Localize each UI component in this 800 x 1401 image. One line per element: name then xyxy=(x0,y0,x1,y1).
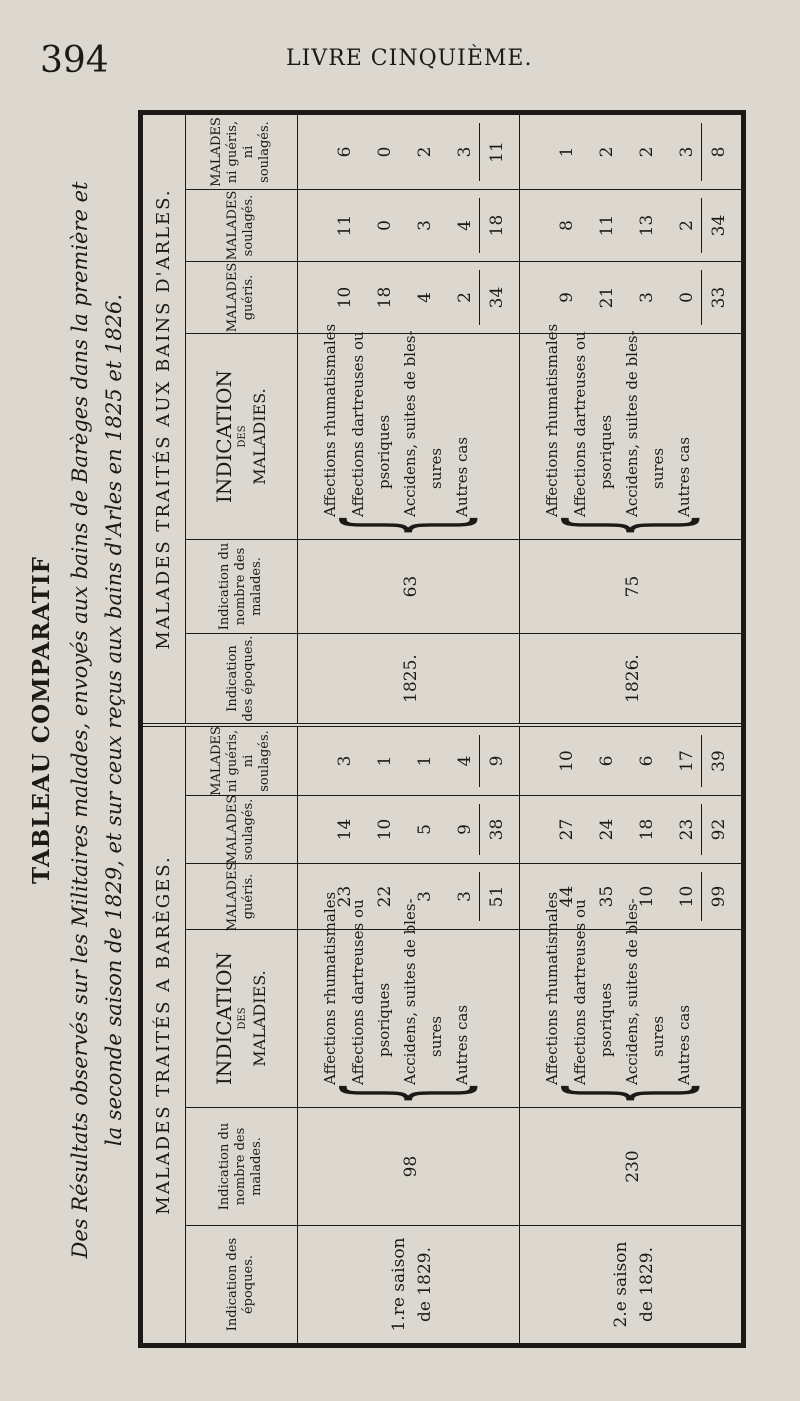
arles-ni-sum-line xyxy=(479,123,480,181)
arles-soulages-value: 2 xyxy=(677,220,697,231)
bareges-soulages-value: 18 xyxy=(637,818,657,841)
arles-ni-value: 3 xyxy=(677,146,697,158)
bareges-soulages-sum-line xyxy=(701,804,702,855)
arles-ni-value: 6 xyxy=(335,146,355,158)
bareges-gueris-sum-line xyxy=(479,872,480,921)
bareges-ni-total: 39 xyxy=(709,750,729,772)
arles-ni-total: 8 xyxy=(709,146,729,158)
bareges-header-des: DES xyxy=(237,1007,249,1030)
bareges-gueris-value: 10 xyxy=(637,885,657,908)
bareges-brace: { xyxy=(537,1081,711,1105)
bareges-ni-value: 10 xyxy=(557,750,577,772)
bareges-gueris-value: 22 xyxy=(375,885,395,908)
bareges-body xyxy=(297,727,741,1343)
arles-disease-label: sures xyxy=(649,447,667,489)
bareges-header-soulages-label: MALADES soulagés. xyxy=(224,794,256,865)
bareges-disease-label: Affections rhumatismales xyxy=(321,891,339,1085)
arles-disease-label: Affections rhumatismales xyxy=(543,323,561,517)
arles-header-gueris-label: MALADES guéris. xyxy=(224,262,256,333)
running-title: LIVRE CINQUIÈME. xyxy=(286,46,533,71)
arles-soulages-sum-line xyxy=(701,198,702,253)
bareges-nombre: 98 xyxy=(401,1155,421,1178)
arles-disease-label: Accidens, suites de bles- xyxy=(623,330,641,517)
bareges-disease-label: Autres cas xyxy=(453,1004,471,1085)
arles-ni-sum-line xyxy=(701,123,702,181)
arles-gueris-value: 21 xyxy=(597,286,617,309)
bareges-soulages-value: 9 xyxy=(455,824,475,835)
arles-ni-value: 3 xyxy=(455,146,475,158)
comparative-table xyxy=(138,110,746,1348)
arles-header-ni xyxy=(185,115,297,189)
bareges-disease-label: Affections rhumatismales xyxy=(543,891,561,1085)
bareges-soulages-value: 14 xyxy=(335,818,355,841)
arles-gueris-value: 10 xyxy=(335,286,355,309)
bareges-gueris-total: 99 xyxy=(709,885,729,908)
caption-line-1: Des Résultats observés sur les Militaires malades, envoyés aux bains de Barèges dans la première et xyxy=(68,181,92,1259)
arles-header-nombre xyxy=(185,539,297,633)
arles-nombre: 75 xyxy=(623,575,643,598)
arles-brace: { xyxy=(537,513,711,537)
bareges-soulages-total: 38 xyxy=(487,818,507,841)
bareges-header-nombre xyxy=(185,1107,297,1225)
bareges-disease-label: psoriques xyxy=(597,982,615,1057)
bareges-gueris-value: 44 xyxy=(557,885,577,908)
bareges-header-epoques xyxy=(185,1225,297,1343)
arles-gueris-value: 9 xyxy=(557,292,577,303)
bareges-gueris-sum-line xyxy=(701,872,702,921)
bareges-epoque-line1: 1.re saison xyxy=(389,1237,409,1332)
bareges-ni-total: 9 xyxy=(487,755,507,767)
arles-soulages-value: 3 xyxy=(415,220,435,231)
caption-line-2: la seconde saison de 1829, et sur ceux reçus aux bains d'Arles en 1825 et 1826. xyxy=(102,293,126,1147)
arles-disease-label: sures xyxy=(427,447,445,489)
bareges-disease-label: sures xyxy=(649,1015,667,1057)
bareges-period-separator xyxy=(519,727,520,1343)
bareges-disease-label: sures xyxy=(427,1015,445,1057)
bareges-header-indication: INDICATION xyxy=(212,951,237,1086)
arles-disease-label: psoriques xyxy=(597,414,615,489)
bareges-header-indication xyxy=(185,929,297,1107)
bareges-header-ni xyxy=(185,727,297,795)
arles-header-epoques xyxy=(185,633,297,723)
bareges-soulages-value: 23 xyxy=(677,818,697,841)
arles-header-row xyxy=(185,115,298,723)
bareges-ni-value: 3 xyxy=(335,755,355,767)
arles-brace: { xyxy=(315,513,489,537)
bareges-soulages-total: 92 xyxy=(709,818,729,841)
rotated-table-block xyxy=(18,90,758,1350)
arles-soulages-value: 0 xyxy=(375,220,395,231)
arles-soulages-total: 18 xyxy=(487,214,507,237)
bareges-gueris-value: 3 xyxy=(415,891,435,902)
arles-soulages-value: 4 xyxy=(455,220,475,231)
arles-gueris-total: 33 xyxy=(709,286,729,309)
bareges-soulages-value: 5 xyxy=(415,824,435,835)
bareges-header-gueris xyxy=(185,861,297,932)
bareges-ni-value: 6 xyxy=(597,755,617,767)
arles-header-gueris xyxy=(185,261,297,333)
arles-header-indication xyxy=(185,333,297,539)
arles-disease-label: Affections dartreuses ou xyxy=(571,331,589,517)
bareges-header-maladies: MALADIES. xyxy=(249,970,269,1067)
arles-gueris-value: 2 xyxy=(455,292,475,303)
bareges-disease-label: Accidens, suites de bles- xyxy=(401,898,419,1085)
caption-title: TABLEAU COMPARATIF xyxy=(28,556,55,884)
arles-header-indication-stack xyxy=(212,370,270,503)
arles-epoque: 1825. xyxy=(401,654,421,703)
bareges-ni-value: 1 xyxy=(375,755,395,767)
arles-header-epoques-label: Indication des époques. xyxy=(224,635,256,722)
arles-soulages-value: 11 xyxy=(597,214,617,237)
arles-header-soulages-label: MALADES soulagés. xyxy=(224,190,256,261)
arles-disease-label: Affections rhumatismales xyxy=(321,323,339,517)
arles-ni-value: 2 xyxy=(637,146,657,158)
arles-disease-label: psoriques xyxy=(375,414,393,489)
bareges-soulages-value: 10 xyxy=(375,818,395,841)
bareges-ni-sum-line xyxy=(701,735,702,787)
bareges-disease-label: Autres cas xyxy=(675,1004,693,1085)
bareges-header-gueris-label: MALADES guéris. xyxy=(224,861,256,932)
arles-epoque: 1826. xyxy=(623,654,643,703)
arles-ni-value: 2 xyxy=(597,146,617,158)
arles-band: MALADES TRAITÉS AUX BAINS D'ARLES. xyxy=(143,115,186,723)
bareges-disease-label: Affections dartreuses ou xyxy=(571,899,589,1085)
arles-header-maladies: MALADIES. xyxy=(249,388,269,485)
bareges-header-nombre-label: Indication du nombre des malades. xyxy=(216,1122,265,1211)
bareges-gueris-value: 23 xyxy=(335,885,355,908)
bareges-ni-value: 4 xyxy=(455,755,475,767)
arles-soulages-value: 11 xyxy=(335,214,355,237)
bareges-gueris-total: 51 xyxy=(487,885,507,908)
arles-soulages-sum-line xyxy=(479,198,480,253)
arles-ni-value: 0 xyxy=(375,146,395,158)
table-caption xyxy=(18,90,136,1350)
arles-gueris-value: 4 xyxy=(415,292,435,303)
arles-gueris-value: 0 xyxy=(677,292,697,303)
bareges-header-soulages xyxy=(185,795,297,863)
bareges-brace: { xyxy=(315,1081,489,1105)
bareges-section xyxy=(143,723,741,1343)
bareges-soulages-value: 24 xyxy=(597,818,617,841)
page-number: 394 xyxy=(40,40,109,81)
arles-section xyxy=(143,115,741,723)
arles-period-separator xyxy=(519,115,520,723)
arles-gueris-total: 34 xyxy=(487,286,507,309)
bareges-ni-sum-line xyxy=(479,735,480,787)
bareges-gueris-value: 10 xyxy=(677,885,697,908)
bareges-header-epoques-label: Indication des époques. xyxy=(224,1237,256,1332)
arles-soulages-value: 13 xyxy=(637,214,657,237)
arles-header-nombre-label: Indication du nombre des malades. xyxy=(216,542,265,631)
bareges-ni-value: 1 xyxy=(415,755,435,767)
bareges-gueris-value: 3 xyxy=(455,891,475,902)
arles-gueris-value: 3 xyxy=(637,292,657,303)
arles-gueris-sum-line xyxy=(479,270,480,325)
bareges-epoque-line2: de 1829. xyxy=(415,1247,435,1323)
bareges-ni-value: 17 xyxy=(677,750,697,772)
bareges-disease-label: Accidens, suites de bles- xyxy=(623,898,641,1085)
bareges-header-ni-label: MALADES ni guéris, ni soulagés. xyxy=(208,726,273,796)
bareges-nombre: 230 xyxy=(623,1150,643,1183)
arles-header-indication: INDICATION xyxy=(212,369,237,504)
bareges-band: MALADES TRAITÉS A BARÈGES. xyxy=(143,727,186,1343)
arles-header-des: DES xyxy=(237,425,249,448)
bareges-epoque-line1: 2.e saison xyxy=(611,1241,631,1328)
arles-soulages-value: 8 xyxy=(557,220,577,231)
arles-header-soulages xyxy=(185,189,297,261)
arles-ni-total: 11 xyxy=(487,141,507,163)
bareges-epoque-line2: de 1829. xyxy=(637,1247,657,1323)
bareges-soulages-value: 27 xyxy=(557,818,577,841)
arles-ni-value: 1 xyxy=(557,146,577,158)
arles-header-ni-label: MALADES ni guéris, ni soulagés. xyxy=(208,117,273,187)
bareges-gueris-value: 35 xyxy=(597,885,617,908)
arles-ni-value: 2 xyxy=(415,146,435,158)
arles-gueris-sum-line xyxy=(701,270,702,325)
bareges-disease-label: psoriques xyxy=(375,982,393,1057)
bareges-soulages-sum-line xyxy=(479,804,480,855)
arles-nombre: 63 xyxy=(401,575,421,598)
arles-gueris-value: 18 xyxy=(375,286,395,309)
bareges-header-row xyxy=(185,727,298,1343)
arles-body xyxy=(297,115,741,723)
arles-disease-label: Affections dartreuses ou xyxy=(349,331,367,517)
arles-disease-label: Autres cas xyxy=(675,436,693,517)
bareges-header-indication-stack xyxy=(212,952,270,1085)
bareges-ni-value: 6 xyxy=(637,755,657,767)
arles-soulages-total: 34 xyxy=(709,214,729,237)
bareges-disease-label: Affections dartreuses ou xyxy=(349,899,367,1085)
arles-disease-label: Autres cas xyxy=(453,436,471,517)
arles-disease-label: Accidens, suites de bles- xyxy=(401,330,419,517)
